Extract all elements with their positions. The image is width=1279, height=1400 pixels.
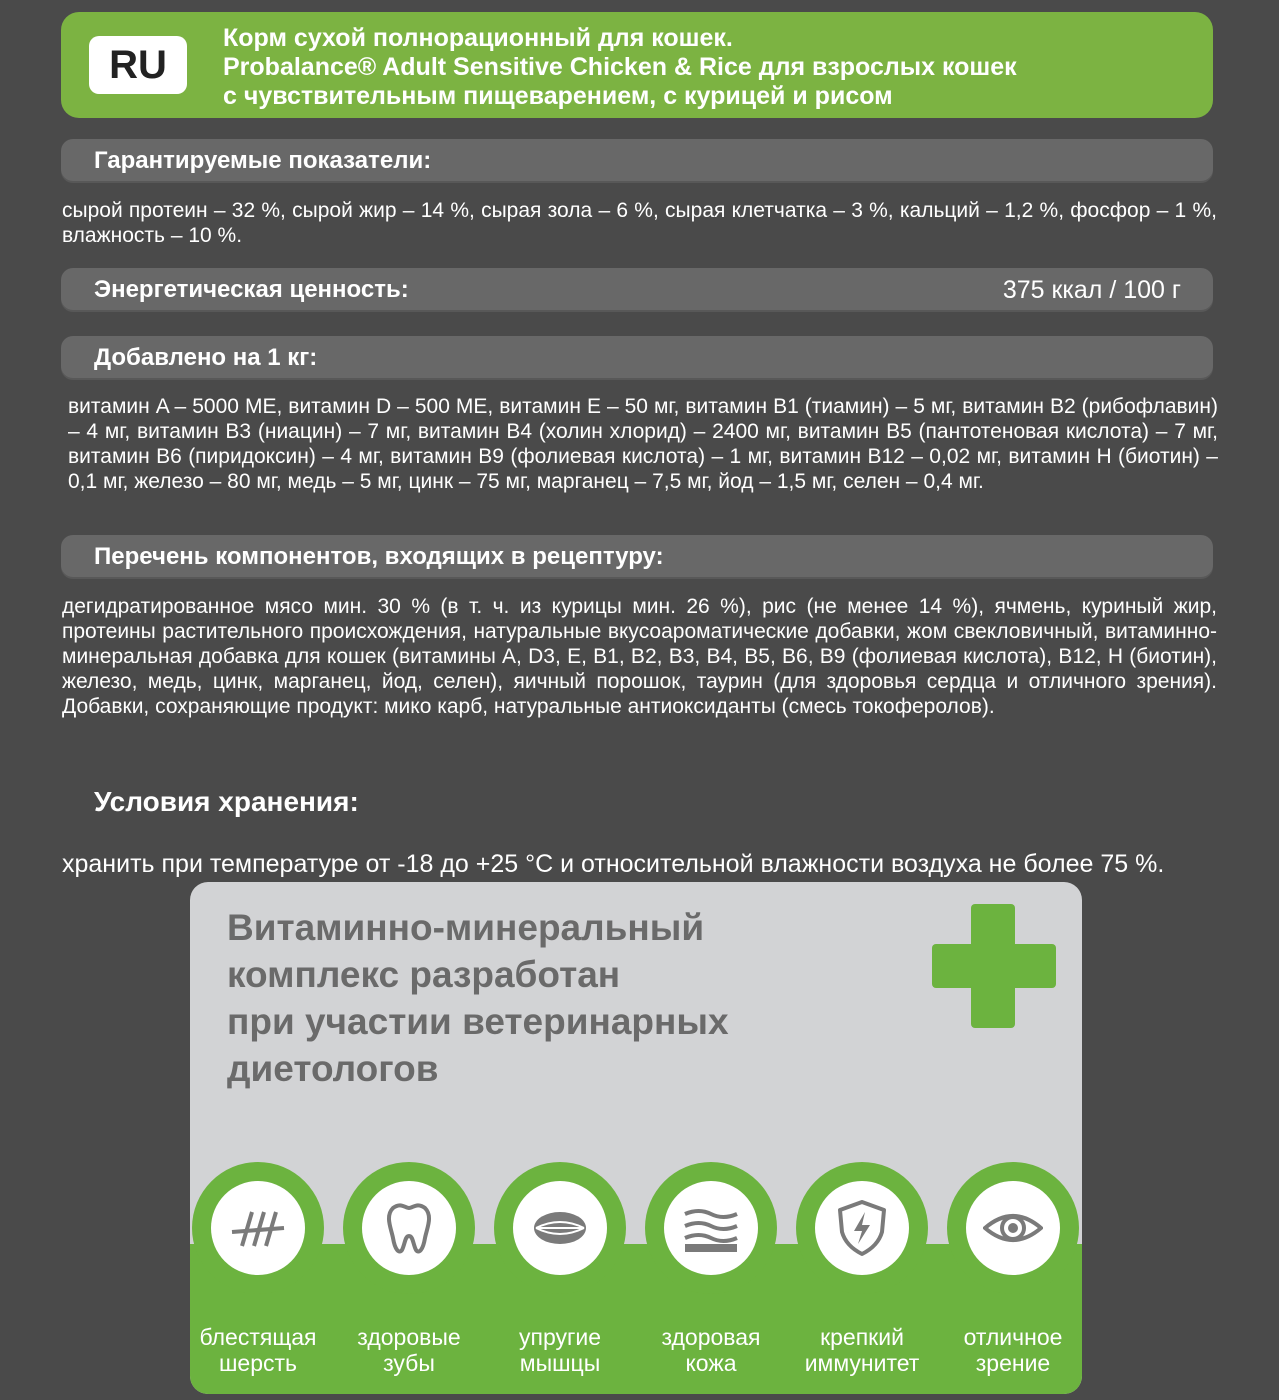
plus-icon <box>932 904 1056 1028</box>
skin-icon <box>681 1198 741 1258</box>
guaranteed-heading: Гарантируемые показатели: <box>94 147 432 174</box>
benefit-label: блестящая <box>199 1324 317 1350</box>
title-line: Probalance® Adult Sensitive Chicken & Rice для взрослых кошек <box>223 53 1017 81</box>
benefit-label: упругие <box>518 1324 602 1350</box>
product-header <box>61 12 1213 118</box>
benefit-label: зубы <box>383 1350 435 1376</box>
benefit-item <box>938 1162 1082 1394</box>
title-line: с чувствительным пищеварением, с курицей и рисом <box>223 82 893 110</box>
panel-line: при участии ветеринарных <box>227 1001 729 1042</box>
panel-title <box>227 904 729 1092</box>
storage-text: хранить при температуре от -18 до +25 °C и относительной влажности воздуха не более 75 %. <box>62 850 1165 878</box>
guaranteed-heading-bar <box>61 139 1213 183</box>
benefit-label: иммунитет <box>804 1350 920 1376</box>
components-heading-bar <box>61 535 1213 579</box>
eye-icon <box>983 1198 1043 1258</box>
panel-line: диетологов <box>227 1048 439 1089</box>
added-text: витамин A – 5000 МЕ, витамин D – 500 МЕ, витамин E – 50 мг, витамин B1 (тиамин) – 5 мг, витамин B2 (рибофлавин) – 4 мг, витамин B3 (ниацин) – 7 мг, витамин B4 (холин хлорид) – 2400 мг, витамин B5 (пантотеновая кислота) – 7 мг, витамин B6 (пиридоксин) – 4 мг, витамин B9 (фолиевая кислота) – 1 мг, витамин B12 – 0,02 мг, витамин H (биотин) – 0,1 мг, железо – 80 мг, медь – 5 мг, цинк – 75 мг, марганец – 7,5 мг, йод – 1,5 мг, селен – 0,4 мг. <box>68 395 1218 493</box>
benefit-label: мышцы <box>519 1350 601 1376</box>
benefit-item <box>485 1162 635 1394</box>
storage-heading: Условия хранения: <box>94 786 359 817</box>
shield-icon <box>832 1198 892 1258</box>
energy-value: 375 ккал / 100 г <box>1002 276 1181 304</box>
benefit-label: здоровая <box>661 1324 761 1350</box>
components-heading: Перечень компонентов, входящих в рецептуру: <box>94 543 664 570</box>
benefit-label: крепкий <box>820 1324 904 1350</box>
muscle-icon <box>530 1198 590 1258</box>
panel-line: комплекс разработан <box>227 954 621 995</box>
benefit-label: зрение <box>975 1350 1051 1376</box>
benefit-item <box>787 1162 937 1394</box>
language-badge: RU <box>89 36 187 94</box>
energy-bar <box>61 268 1213 312</box>
added-heading: Добавлено на 1 кг: <box>94 344 318 371</box>
benefit-label: кожа <box>685 1350 737 1376</box>
benefit-label: отличное <box>963 1324 1063 1350</box>
benefit-item <box>334 1162 484 1394</box>
components-text: дегидратированное мясо мин. 30 % (в т. ч. из курицы мин. 26 %), рис (не менее 14 %), ячмень, куриный жир, протеины растительного происхождения, натуральные вкусоароматические добавки, жом свекловичный, витаминно-минеральная добавка для кошек (витамины A, D3, E, B1, B2, B3, B4, B5, B6, B9 (фолиевая кислота), B12, H (биотин), железо, медь, цинк, марганец, йод, селен), яичный порошок, таурин (для здоровья сердца и отличного зрения). Добавки, сохраняющие продукт: мико карб, натуральные антиоксиданты (смесь токоферолов). <box>62 595 1217 718</box>
energy-heading: Энергетическая ценность: <box>94 276 409 303</box>
tooth-icon <box>379 1198 439 1258</box>
benefit-item <box>636 1162 786 1394</box>
added-heading-bar <box>61 336 1213 380</box>
benefit-label: шерсть <box>218 1350 298 1376</box>
title-line: Корм сухой полнорационный для кошек. <box>223 24 733 52</box>
product-title <box>223 24 1017 111</box>
benefit-label: здоровые <box>357 1324 461 1350</box>
fur-icon <box>228 1198 288 1258</box>
benefit-item <box>190 1162 333 1394</box>
vitamin-panel <box>190 882 1082 1394</box>
panel-line: Витаминно-минеральный <box>227 907 705 948</box>
guaranteed-text: сырой протеин – 32 %, сырой жир – 14 %, сырая зола – 6 %, сырая клетчатка – 3 %, кальций – 1,2 %, фосфор – 1 %, влажность – 10 %. <box>62 199 1217 247</box>
